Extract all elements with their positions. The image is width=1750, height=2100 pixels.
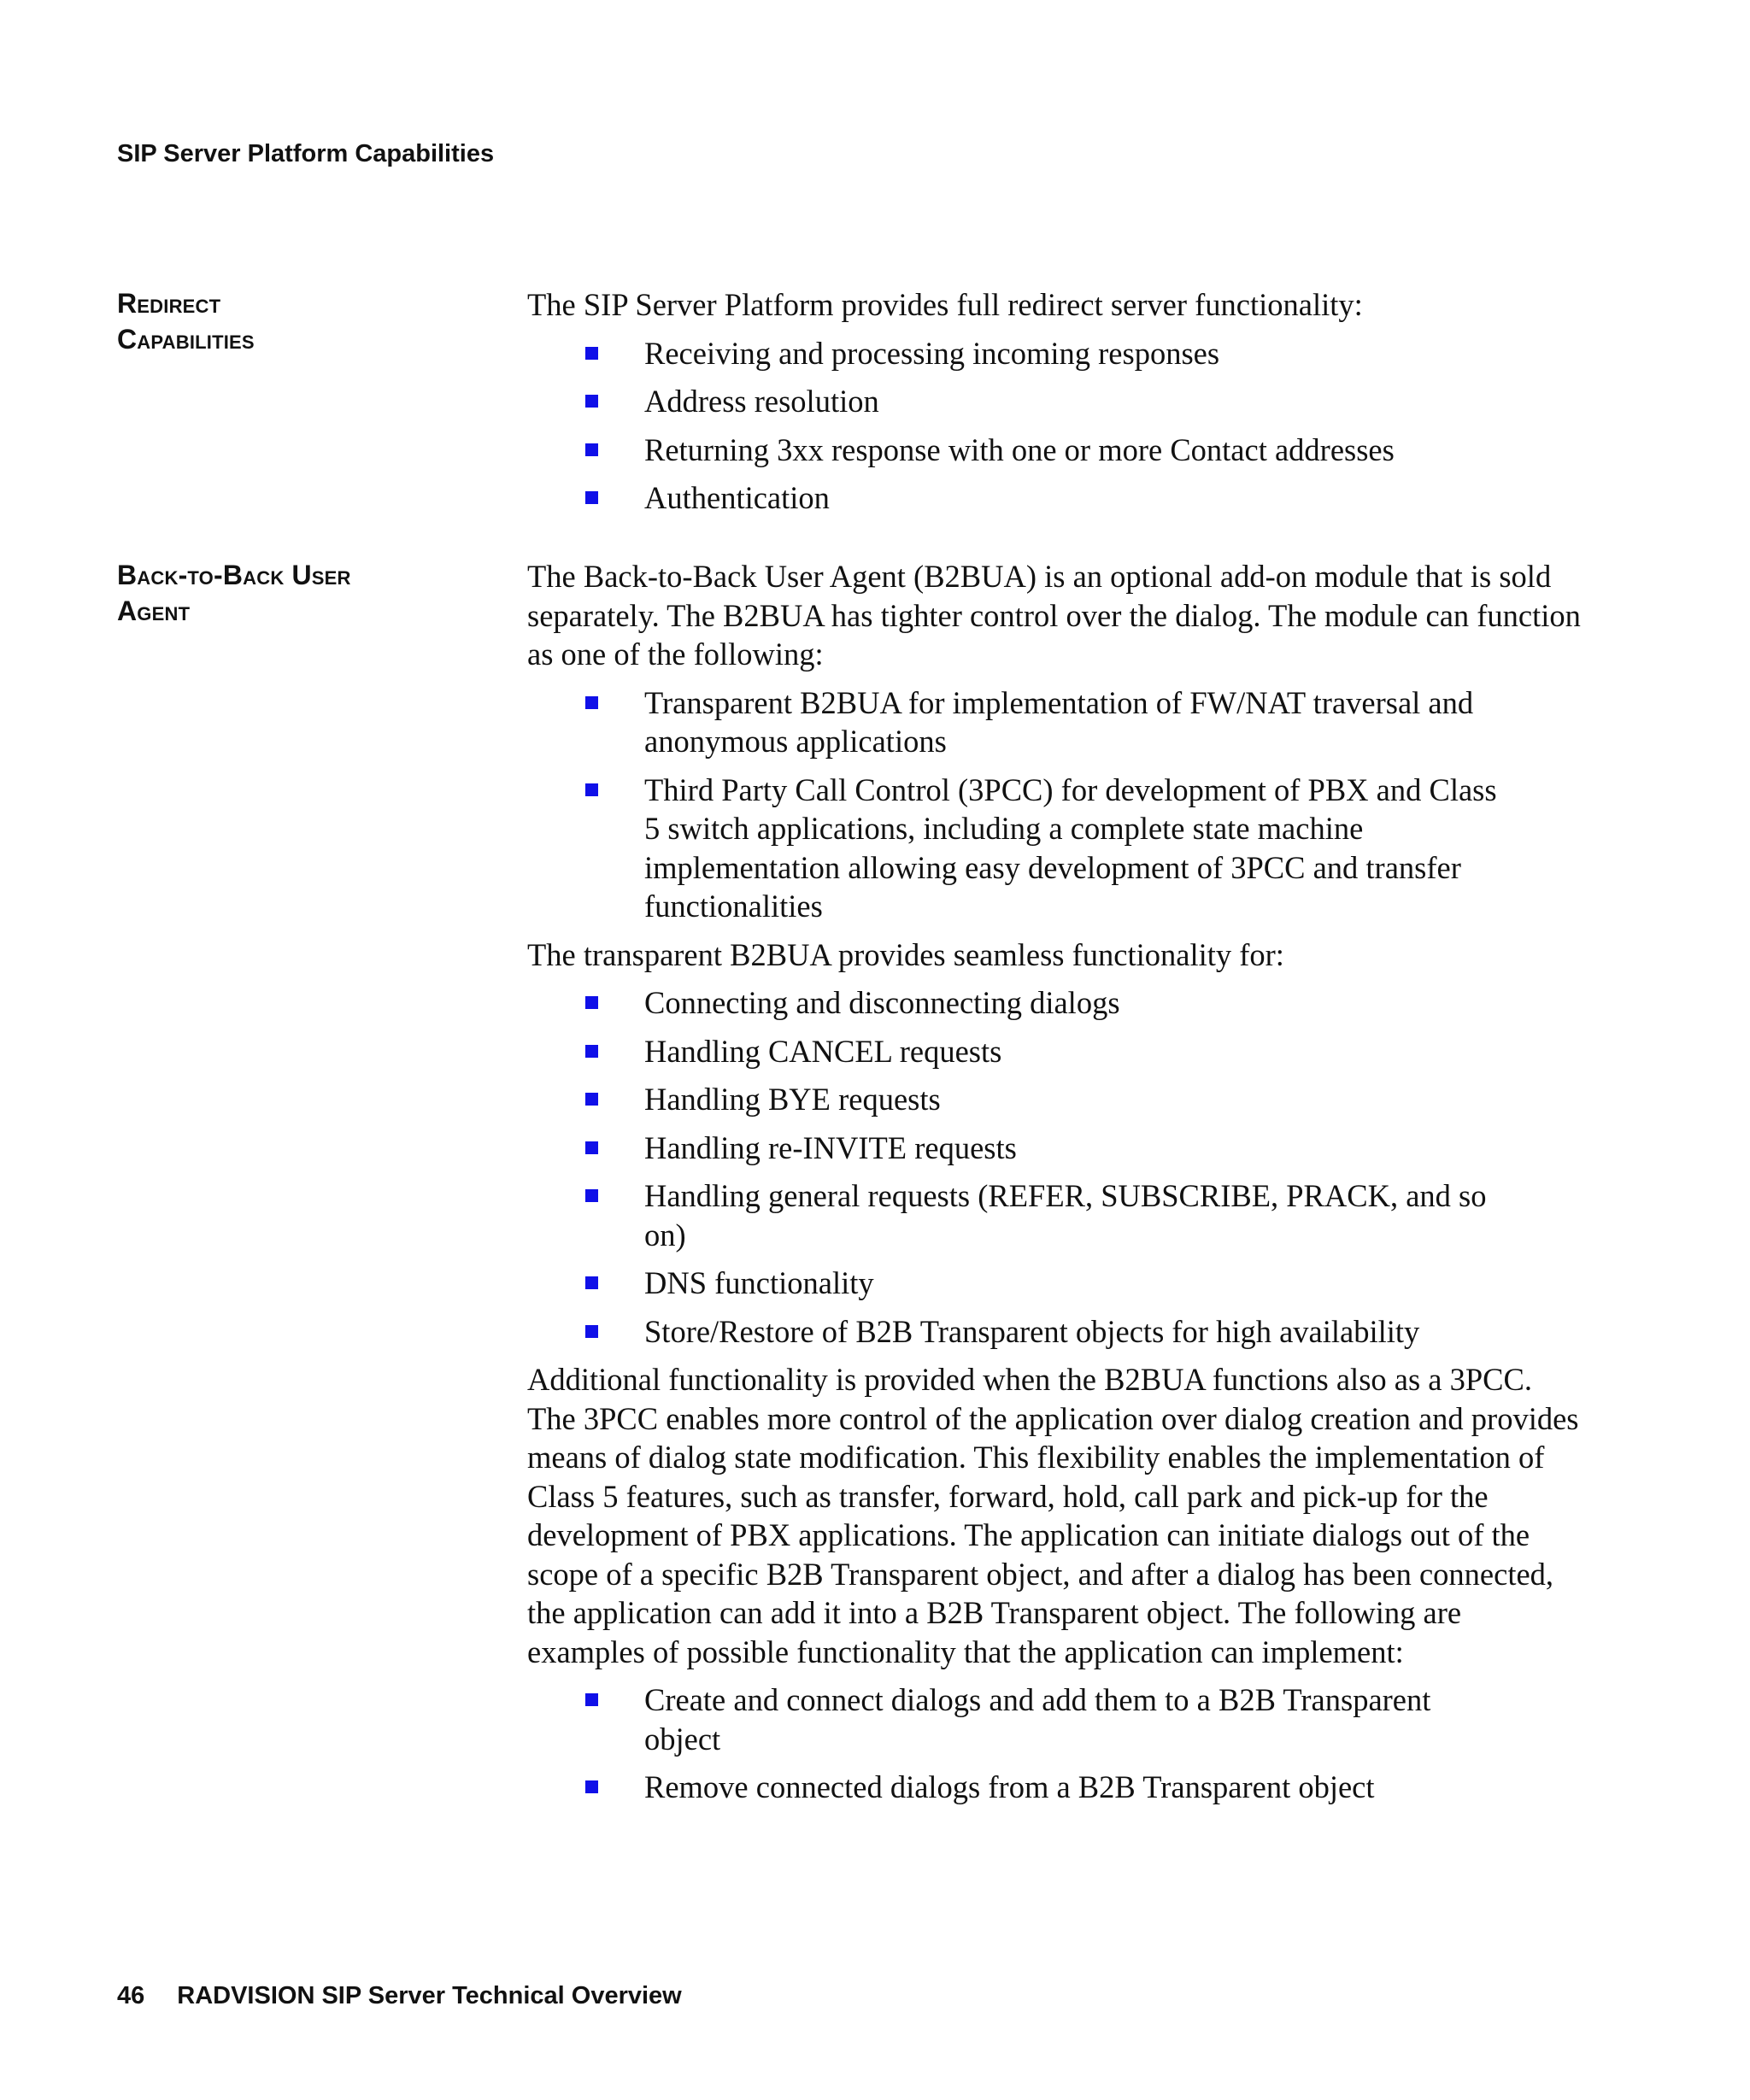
list-item — [527, 1176, 1499, 1254]
section-heading-line: Agent — [117, 595, 191, 626]
list-item-text: Connecting and disconnecting dialogs — [644, 985, 1120, 1020]
intro-paragraph: The SIP Server Platform provides full redirect server functionality: — [527, 287, 1363, 322]
bullet-list-examples — [527, 1681, 1587, 1807]
square-bullet-icon — [585, 1141, 598, 1154]
square-bullet-icon — [585, 1780, 598, 1793]
page-number: 46 — [117, 1982, 145, 2009]
list-item — [527, 1681, 1499, 1758]
list-item-text: Remove connected dialogs from a B2B Transparent object — [644, 1769, 1375, 1804]
list-item — [527, 1312, 1499, 1352]
list-item-text: Create and connect dialogs and add them to a B2B Transparent object — [644, 1682, 1431, 1757]
list-item — [527, 431, 1499, 470]
section-body — [527, 557, 1587, 1816]
list-item — [527, 983, 1499, 1023]
list-item-text: Address resolution — [644, 384, 879, 419]
list-item-text: DNS functionality — [644, 1265, 874, 1300]
section-heading — [117, 285, 476, 357]
list-item-text: Returning 3xx response with one or more Contact addresses — [644, 431, 1395, 467]
square-bullet-icon — [585, 491, 598, 504]
list-item-text: Handling re-INVITE requests — [644, 1129, 1017, 1165]
list-item — [527, 683, 1499, 761]
square-bullet-icon — [585, 395, 598, 408]
section-heading — [117, 557, 476, 629]
list-item — [527, 1768, 1499, 1807]
list-item — [527, 771, 1499, 926]
list-item-text: Third Party Call Control (3PCC) for development of PBX and Class 5 switch applications, including a complete state machine implementation allowing easy development of 3PCC and transfer functionalities — [644, 771, 1497, 924]
intro-paragraph: The Back-to-Back User Agent (B2BUA) is an optional add-on module that is sold separately. The B2BUA has tighter control over the dialog. The module can function as one of the following: — [527, 559, 1581, 672]
section-body — [527, 285, 1587, 527]
square-bullet-icon — [585, 1045, 598, 1058]
square-bullet-icon — [585, 347, 598, 360]
square-bullet-icon — [585, 1093, 598, 1106]
running-header: SIP Server Platform Capabilities — [117, 140, 495, 167]
bullet-list-modes — [527, 683, 1587, 926]
list-item — [527, 334, 1499, 373]
list-item-text: Handling BYE requests — [644, 1082, 941, 1117]
list-item — [527, 1080, 1499, 1119]
square-bullet-icon — [585, 783, 598, 796]
footer-title: RADVISION SIP Server Technical Overview — [177, 1982, 682, 2009]
running-footer — [117, 1982, 682, 2010]
square-bullet-icon — [585, 1189, 598, 1202]
list-item — [527, 382, 1499, 421]
list-item-text: Handling CANCEL requests — [644, 1033, 1002, 1069]
list-item-text: Authentication — [644, 480, 830, 515]
list-item — [527, 1129, 1499, 1168]
square-bullet-icon — [585, 1276, 598, 1289]
list-item-text: Store/Restore of B2B Transparent objects for high availability — [644, 1313, 1420, 1349]
list-item — [527, 478, 1499, 518]
list-item — [527, 1032, 1499, 1071]
section-heading-line: Capabilities — [117, 324, 255, 355]
square-bullet-icon — [585, 443, 598, 456]
list-item — [527, 1264, 1499, 1303]
list-item-text: Transparent B2BUA for implementation of FW/NAT traversal and anonymous applications — [644, 684, 1474, 759]
list-item-text: Receiving and processing incoming responses — [644, 335, 1220, 371]
section-heading-line: Back-to-Back User — [117, 560, 351, 590]
additional-functionality-paragraph: Additional functionality is provided when the B2BUA functions also as a 3PCC. The 3PCC enables more control of the application over dialog creation and provides means of dialog state modification. This flexibility enables the implementation of Class 5 features, such as transfer, forward, hold, call park and pick-up for the development of PBX applications. The application can initiate dialogs out of the scope of a specific B2B Transparent object, and after a dialog has been connected, the application can add it into a B2B Transparent object. The following are examples of possible functionality that the application can implement: — [527, 1362, 1579, 1669]
bullet-list-transparent-features — [527, 983, 1587, 1351]
square-bullet-icon — [585, 996, 598, 1009]
square-bullet-icon — [585, 1325, 598, 1338]
section-heading-line: Redirect — [117, 288, 221, 319]
transparent-intro-paragraph: The transparent B2BUA provides seamless functionality for: — [527, 936, 1284, 972]
list-item-text: Handling general requests (REFER, SUBSCRIBE, PRACK, and so on) — [644, 1178, 1487, 1252]
square-bullet-icon — [585, 1693, 598, 1706]
square-bullet-icon — [585, 696, 598, 709]
bullet-list — [527, 334, 1587, 518]
